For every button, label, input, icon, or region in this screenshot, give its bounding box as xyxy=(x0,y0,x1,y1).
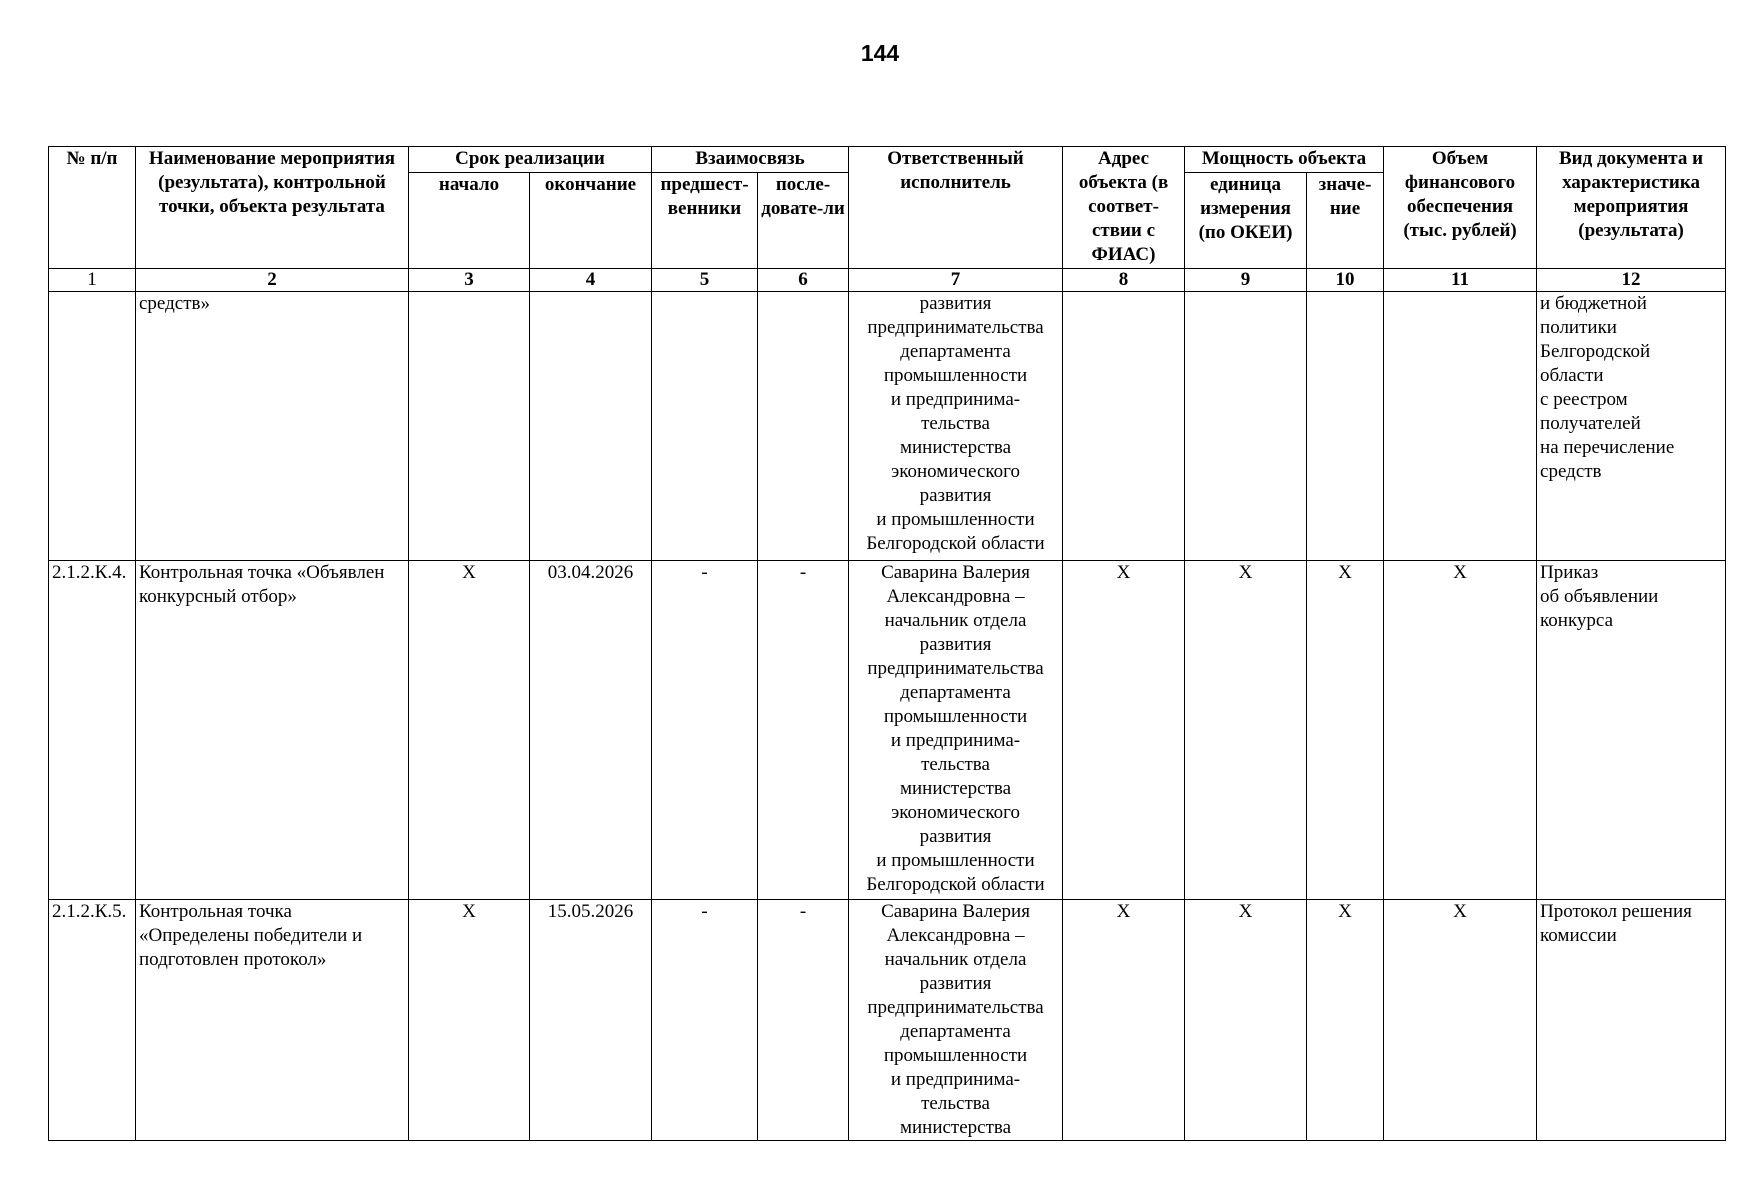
executor-line: предпринимательства xyxy=(867,317,1044,338)
executor-line: развития xyxy=(919,634,992,655)
executor-line: и промышленности xyxy=(876,850,1035,871)
table-row xyxy=(49,292,1726,561)
column-number: 10 xyxy=(1307,269,1384,292)
cell-succ: - xyxy=(758,561,849,900)
executor-line: министерства xyxy=(899,437,1012,458)
executor-line: предпринимательства xyxy=(867,997,1044,1018)
column-number: 12 xyxy=(1537,269,1726,292)
cell-value: X xyxy=(1307,561,1384,900)
executor-line: промышленности xyxy=(883,706,1028,727)
cell-num: 2.1.2.К.5. xyxy=(49,900,136,1141)
cell-name: средств» xyxy=(136,292,409,561)
cell-finance: X xyxy=(1384,561,1537,900)
cell-address xyxy=(1063,292,1185,561)
doc-line: и бюджетной xyxy=(1540,293,1647,314)
executor-line: департамента xyxy=(900,341,1011,362)
header-value: значе-ние xyxy=(1307,173,1384,269)
executor-line: предпринимательства xyxy=(867,658,1044,679)
header-num: № п/п xyxy=(49,147,136,269)
header-finance: Объем финансового обеспечения (тыс. рублей) xyxy=(1384,147,1537,269)
header-pred: предшест-венники xyxy=(652,173,758,269)
column-number: 8 xyxy=(1063,269,1185,292)
column-number: 7 xyxy=(849,269,1063,292)
header-group-power: Мощность объекта xyxy=(1185,147,1384,173)
doc-line: на перечисление xyxy=(1540,437,1675,458)
cell-executor xyxy=(849,900,1063,1141)
doc-line: с реестром xyxy=(1540,389,1628,410)
executor-line: экономического xyxy=(891,461,1020,482)
doc-line: конкурса xyxy=(1540,610,1614,631)
executor-line: развития xyxy=(919,293,992,314)
executor-line: Белгородской области xyxy=(866,533,1045,554)
header-address: Адрес объекта (в соответ-ствии с ФИАС) xyxy=(1063,147,1185,269)
cell-start: X xyxy=(409,561,530,900)
executor-line: тельства xyxy=(921,1093,990,1114)
cell-succ xyxy=(758,292,849,561)
cell-succ: - xyxy=(758,900,849,1141)
column-number: 2 xyxy=(136,269,409,292)
column-number: 5 xyxy=(652,269,758,292)
column-number: 3 xyxy=(409,269,530,292)
executor-line: департамента xyxy=(900,1021,1011,1042)
cell-executor xyxy=(849,292,1063,561)
header-doc: Вид документа и характеристика мероприятия (результата) xyxy=(1537,147,1726,269)
column-number: 6 xyxy=(758,269,849,292)
doc-line: комиссии xyxy=(1540,925,1617,946)
doc-line: Приказ xyxy=(1540,562,1599,583)
cell-pred: - xyxy=(652,900,758,1141)
cell-value xyxy=(1307,292,1384,561)
cell-address: X xyxy=(1063,900,1185,1141)
executor-line: департамента xyxy=(900,682,1011,703)
cell-doc xyxy=(1537,561,1726,900)
header-succ: после-довате-ли xyxy=(758,173,849,269)
executor-line: тельства xyxy=(921,413,990,434)
cell-pred xyxy=(652,292,758,561)
executor-line: начальник отдела xyxy=(884,949,1027,970)
cell-finance xyxy=(1384,292,1537,561)
header-name: Наименование мероприятия (результата), контрольной точки, объекта результата xyxy=(136,147,409,269)
executor-line: и предпринима- xyxy=(890,1069,1021,1090)
column-number: 1 xyxy=(49,269,136,292)
plan-table xyxy=(48,146,1726,1141)
column-number: 9 xyxy=(1185,269,1307,292)
header-end: окончание xyxy=(530,173,652,269)
executor-line: тельства xyxy=(921,754,990,775)
executor-line: министерства xyxy=(899,1117,1012,1138)
doc-line: области xyxy=(1540,365,1604,386)
executor-line: развития xyxy=(919,973,992,994)
column-number: 11 xyxy=(1384,269,1537,292)
cell-value: X xyxy=(1307,900,1384,1141)
cell-start xyxy=(409,292,530,561)
cell-end xyxy=(530,292,652,561)
cell-start: X xyxy=(409,900,530,1141)
executor-line: развития xyxy=(919,485,992,506)
executor-line: промышленности xyxy=(883,365,1028,386)
page-number: 144 xyxy=(860,40,900,66)
cell-pred: - xyxy=(652,561,758,900)
cell-doc xyxy=(1537,292,1726,561)
table-row xyxy=(49,561,1726,900)
table-header xyxy=(49,147,1726,292)
executor-line: промышленности xyxy=(883,1045,1028,1066)
doc-line: политики xyxy=(1540,317,1617,338)
executor-line: Саварина Валерия xyxy=(881,901,1030,922)
executor-line: Саварина Валерия xyxy=(881,562,1030,583)
cell-executor xyxy=(849,561,1063,900)
cell-end: 15.05.2026 xyxy=(530,900,652,1141)
header-group-term: Срок реализации xyxy=(409,147,652,173)
executor-line: и предпринима- xyxy=(890,389,1021,410)
executor-line: развития xyxy=(919,826,992,847)
header-executor: Ответственный исполнитель xyxy=(849,147,1063,269)
column-number-row xyxy=(49,269,1726,292)
executor-line: Александровна – xyxy=(886,586,1025,607)
cell-doc xyxy=(1537,900,1726,1141)
executor-line: и промышленности xyxy=(876,509,1035,530)
cell-finance: X xyxy=(1384,900,1537,1141)
cell-num xyxy=(49,292,136,561)
executor-line: Белгородской области xyxy=(866,874,1045,895)
cell-unit: X xyxy=(1185,561,1307,900)
doc-line: получателей xyxy=(1540,413,1641,434)
cell-num: 2.1.2.К.4. xyxy=(49,561,136,900)
doc-line: об объявлении xyxy=(1540,586,1659,607)
doc-line: Белгородской xyxy=(1540,341,1651,362)
cell-address: X xyxy=(1063,561,1185,900)
executor-line: экономического xyxy=(891,802,1020,823)
cell-unit: X xyxy=(1185,900,1307,1141)
cell-name: Контрольная точка «Объявлен конкурсный отбор» xyxy=(136,561,409,900)
executor-line: начальник отдела xyxy=(884,610,1027,631)
header-unit: единица измерения (по ОКЕИ) xyxy=(1185,173,1307,269)
executor-line: министерства xyxy=(899,778,1012,799)
header-group-link: Взаимосвязь xyxy=(652,147,849,173)
column-number: 4 xyxy=(530,269,652,292)
cell-unit xyxy=(1185,292,1307,561)
table-row xyxy=(49,900,1726,1141)
cell-name: Контрольная точка «Определены победители и подготовлен протокол» xyxy=(136,900,409,1141)
header-start: начало xyxy=(409,173,530,269)
cell-end: 03.04.2026 xyxy=(530,561,652,900)
executor-line: и предпринима- xyxy=(890,730,1021,751)
doc-line: Протокол решения xyxy=(1540,901,1692,922)
doc-line: средств xyxy=(1540,461,1602,482)
executor-line: Александровна – xyxy=(886,925,1025,946)
